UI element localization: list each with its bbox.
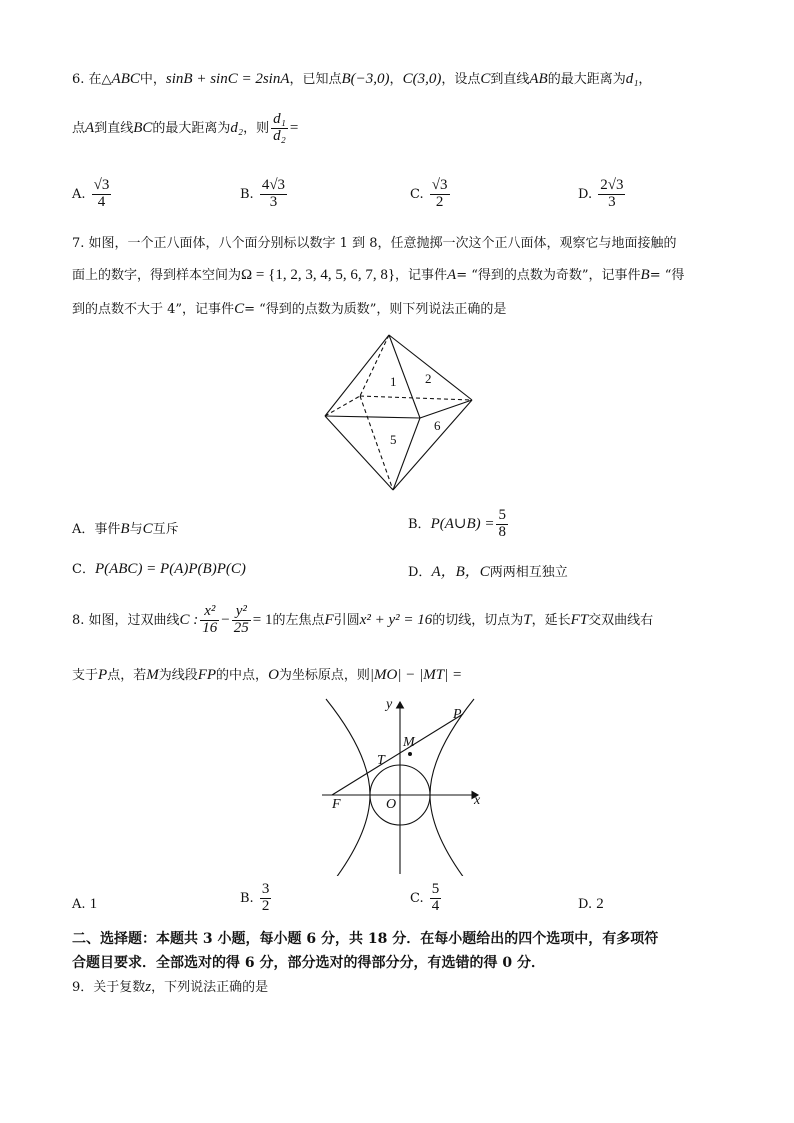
- q7-option-c[interactable]: C．P(ABC) = P(A)P(B)P(C): [72, 561, 246, 577]
- q6-line1: 6. 在△ABC中，sinB + sinC = 2sinA，已知点B(−3,0)，C(3,0)，设点C到直线AB的最大距离为d₁，: [72, 71, 652, 87]
- q8-option-c[interactable]: C. $\frac{5}{4}$: [410, 881, 440, 914]
- hyperbola-right-branch: [430, 699, 474, 876]
- section2-line2: 合题目要求．全部选对的得 6 分，部分选对的得部分分，有选错的得 0 分．: [72, 955, 545, 971]
- face-label-1: 1: [390, 374, 397, 389]
- edge: [325, 416, 420, 418]
- edge: [393, 418, 420, 490]
- q7-line1: 7. 如图，一个正八面体，八个面分别标以数字 1 到 8，任意抛掷一次这个正八面体，观察它与地面接触的: [72, 236, 677, 251]
- q8-line2: 支于P点，若M为线段FP的中点，O为坐标原点，则|MO| − |MT| =: [72, 667, 463, 683]
- q7-option-a[interactable]: A．事件B与C互斥: [72, 521, 179, 537]
- face-label-2: 2: [425, 371, 432, 386]
- label-y: y: [386, 697, 393, 712]
- q6-option-c[interactable]: C. $\frac{√3}{2}$: [410, 177, 448, 210]
- q8-line1: 8. 如图，过双曲线C : $\frac{\text{x²}}{16}$ − $\frac{\text{y²}}{25}$ = 1的左焦点F引圆x² + y² = 16的切线，切点为T，延长FT交双曲线右: [72, 603, 654, 636]
- face-label-6: 6: [434, 418, 441, 433]
- section2-line1: 二、选择题：本题共 3 小题，每小题 6 分，共 18 分．在每小题给出的四个选项中，有多项符: [72, 931, 659, 947]
- hidden-edge: [325, 396, 360, 416]
- hyperbola-left-branch: [326, 699, 370, 876]
- q6-option-d[interactable]: D. $\frac{2√3}{3}$: [578, 177, 624, 210]
- label-o: O: [386, 797, 397, 812]
- edge: [325, 335, 389, 416]
- q7-line2: 面上的数字，得到样本空间为Ω = {1, 2, 3, 4, 5, 6, 7, 8}，记事件A= “得到的点数为奇数”，记事件B= “得: [72, 267, 685, 283]
- point-m: [408, 752, 412, 756]
- q9-stem: 9．关于复数z，下列说法正确的是: [72, 979, 269, 995]
- hidden-edge: [360, 396, 472, 400]
- q6-line2: 点A到直线BC的最大距离为d₂，则 $\frac{\text{d₁}}{\text{d₂}}$ =: [72, 111, 299, 144]
- q6-option-a[interactable]: A. $\frac{√3}{4}$: [72, 177, 110, 210]
- octahedron-figure: [318, 330, 478, 496]
- q7-option-d[interactable]: D．A，B，C两两相互独立: [408, 564, 568, 580]
- q8-option-d[interactable]: D. 2: [578, 896, 604, 912]
- hidden-edge: [360, 396, 393, 490]
- hyperbola-figure: [318, 694, 488, 876]
- q6-fraction: $\frac{\text{d₁}}{\text{d₂}}$: [273, 111, 286, 144]
- q7-option-b[interactable]: B．P(A∪B) = $\frac{5}{8}$: [408, 507, 506, 540]
- q8-option-b[interactable]: B. $\frac{3}{2}$: [240, 881, 270, 914]
- label-p: P: [453, 707, 462, 722]
- label-t: T: [377, 753, 385, 768]
- q8-option-a[interactable]: A. 1: [72, 896, 98, 912]
- q7-line3: 到的点数不大于 4”，记事件C= “得到的点数为质数”，则下列说法正确的是: [72, 301, 507, 317]
- tangent-line-fp: [332, 714, 463, 795]
- edge: [325, 416, 393, 490]
- label-f: F: [332, 797, 341, 812]
- q6-option-b[interactable]: B. $\frac{4√3}{3}$: [240, 177, 286, 210]
- face-label-5: 5: [390, 432, 397, 447]
- label-m: M: [403, 735, 415, 750]
- label-x: x: [474, 793, 481, 808]
